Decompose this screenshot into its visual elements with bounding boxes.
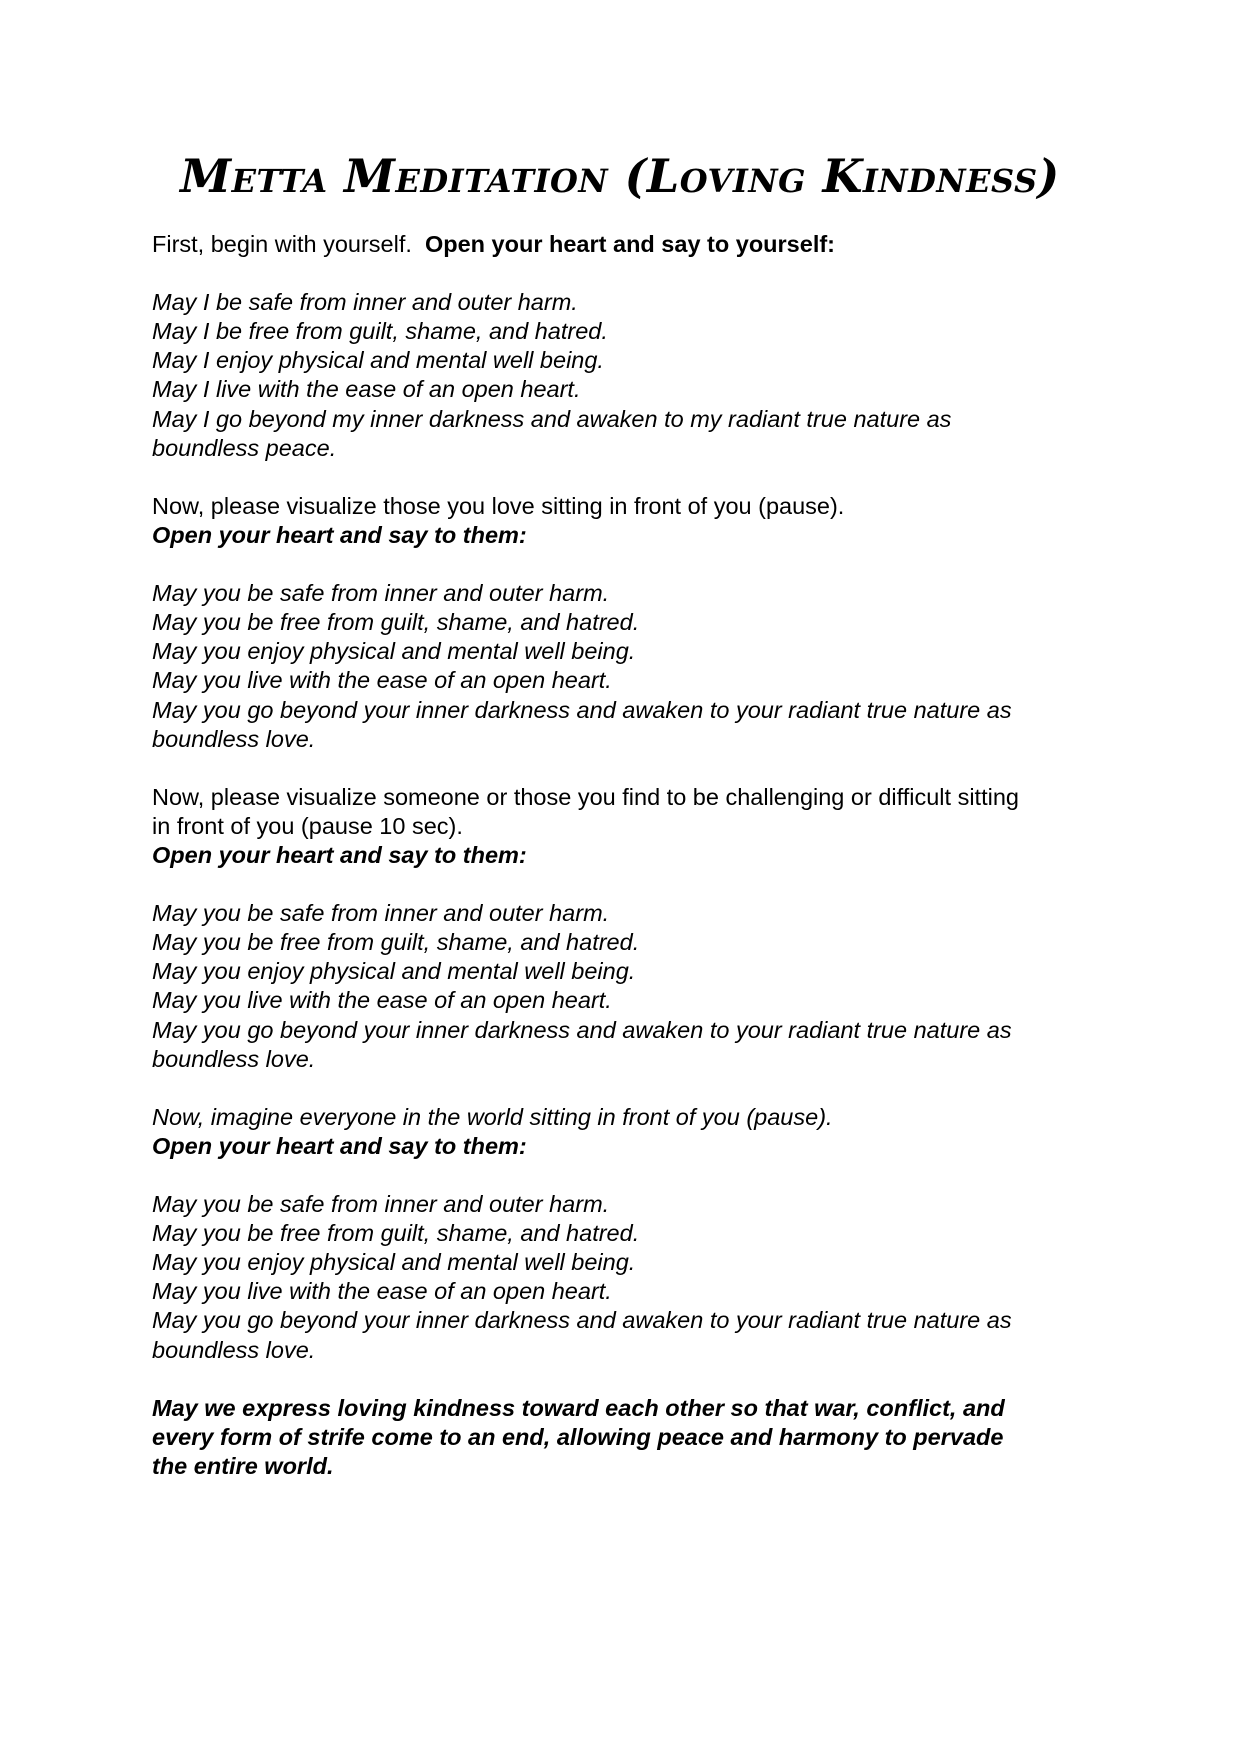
difficult-prompt: Now, please visualize someone or those you find to be challenging or difficult sitting — [152, 783, 1019, 810]
difficult-line: May you be free from guilt, shame, and hatred. — [152, 929, 640, 956]
intro-text: First, begin with yourself. — [152, 231, 412, 257]
world-blessings — [152, 1190, 1092, 1365]
self-line: boundless peace. — [152, 434, 337, 461]
difficult-line: May you go beyond your inner darkness and awaken to your radiant true nature as — [152, 1016, 1012, 1043]
self-blessings — [152, 288, 1092, 463]
self-line: May I live with the ease of an open heart. — [152, 376, 581, 403]
difficult-blessings — [152, 899, 1092, 1074]
self-line: May I go beyond my inner darkness and awaken to my radiant true nature as — [152, 405, 952, 432]
difficult-line: May you live with the ease of an open heart. — [152, 987, 612, 1014]
loved-paragraph — [152, 492, 1092, 550]
document-body — [152, 230, 1092, 1481]
difficult-paragraph — [152, 783, 1092, 870]
world-paragraph — [152, 1103, 1092, 1161]
loved-line: May you enjoy physical and mental well being. — [152, 638, 636, 665]
world-instruction: Open your heart and say to them: — [152, 1132, 527, 1159]
loved-prompt: Now, please visualize those you love sitting in front of you (pause). — [152, 492, 845, 519]
closing-line: every form of strife come to an end, allowing peace and harmony to pervade — [152, 1423, 1004, 1450]
difficult-line: May you enjoy physical and mental well being. — [152, 958, 636, 985]
loved-instruction: Open your heart and say to them: — [152, 521, 527, 548]
intro-paragraph — [152, 230, 1092, 259]
self-line: May I be free from guilt, shame, and hatred. — [152, 318, 608, 345]
world-line: May you enjoy physical and mental well being. — [152, 1249, 636, 1276]
loved-line: May you go beyond your inner darkness and awaken to your radiant true nature as — [152, 696, 1012, 723]
self-line: May I enjoy physical and mental well being. — [152, 347, 604, 374]
loved-line: May you be safe from inner and outer harm. — [152, 580, 610, 607]
self-line: May I be safe from inner and outer harm. — [152, 289, 578, 316]
world-line: May you live with the ease of an open heart. — [152, 1278, 612, 1305]
world-line: boundless love. — [152, 1336, 316, 1363]
loved-line: May you be free from guilt, shame, and hatred. — [152, 609, 640, 636]
closing-paragraph — [152, 1394, 1092, 1481]
difficult-instruction: Open your heart and say to them: — [152, 841, 527, 868]
loved-blessings — [152, 579, 1092, 754]
loved-line: boundless love. — [152, 725, 316, 752]
world-line: May you be free from guilt, shame, and hatred. — [152, 1220, 640, 1247]
difficult-prompt: in front of you (pause 10 sec). — [152, 812, 463, 839]
loved-line: May you live with the ease of an open heart. — [152, 667, 612, 694]
world-line: May you go beyond your inner darkness and awaken to your radiant true nature as — [152, 1307, 1012, 1334]
difficult-line: boundless love. — [152, 1045, 316, 1072]
world-line: May you be safe from inner and outer harm. — [152, 1191, 610, 1218]
intro-instruction: Open your heart and say to yourself: — [424, 231, 836, 257]
page-title: Metta Meditation (Loving Kindness) — [180, 149, 1060, 203]
closing-line: May we express loving kindness toward each other so that war, conflict, and — [152, 1394, 1005, 1421]
closing-line: the entire world. — [152, 1452, 334, 1479]
difficult-line: May you be safe from inner and outer harm. — [152, 900, 610, 927]
world-prompt: Now, imagine everyone in the world sitting in front of you (pause). — [152, 1103, 833, 1130]
